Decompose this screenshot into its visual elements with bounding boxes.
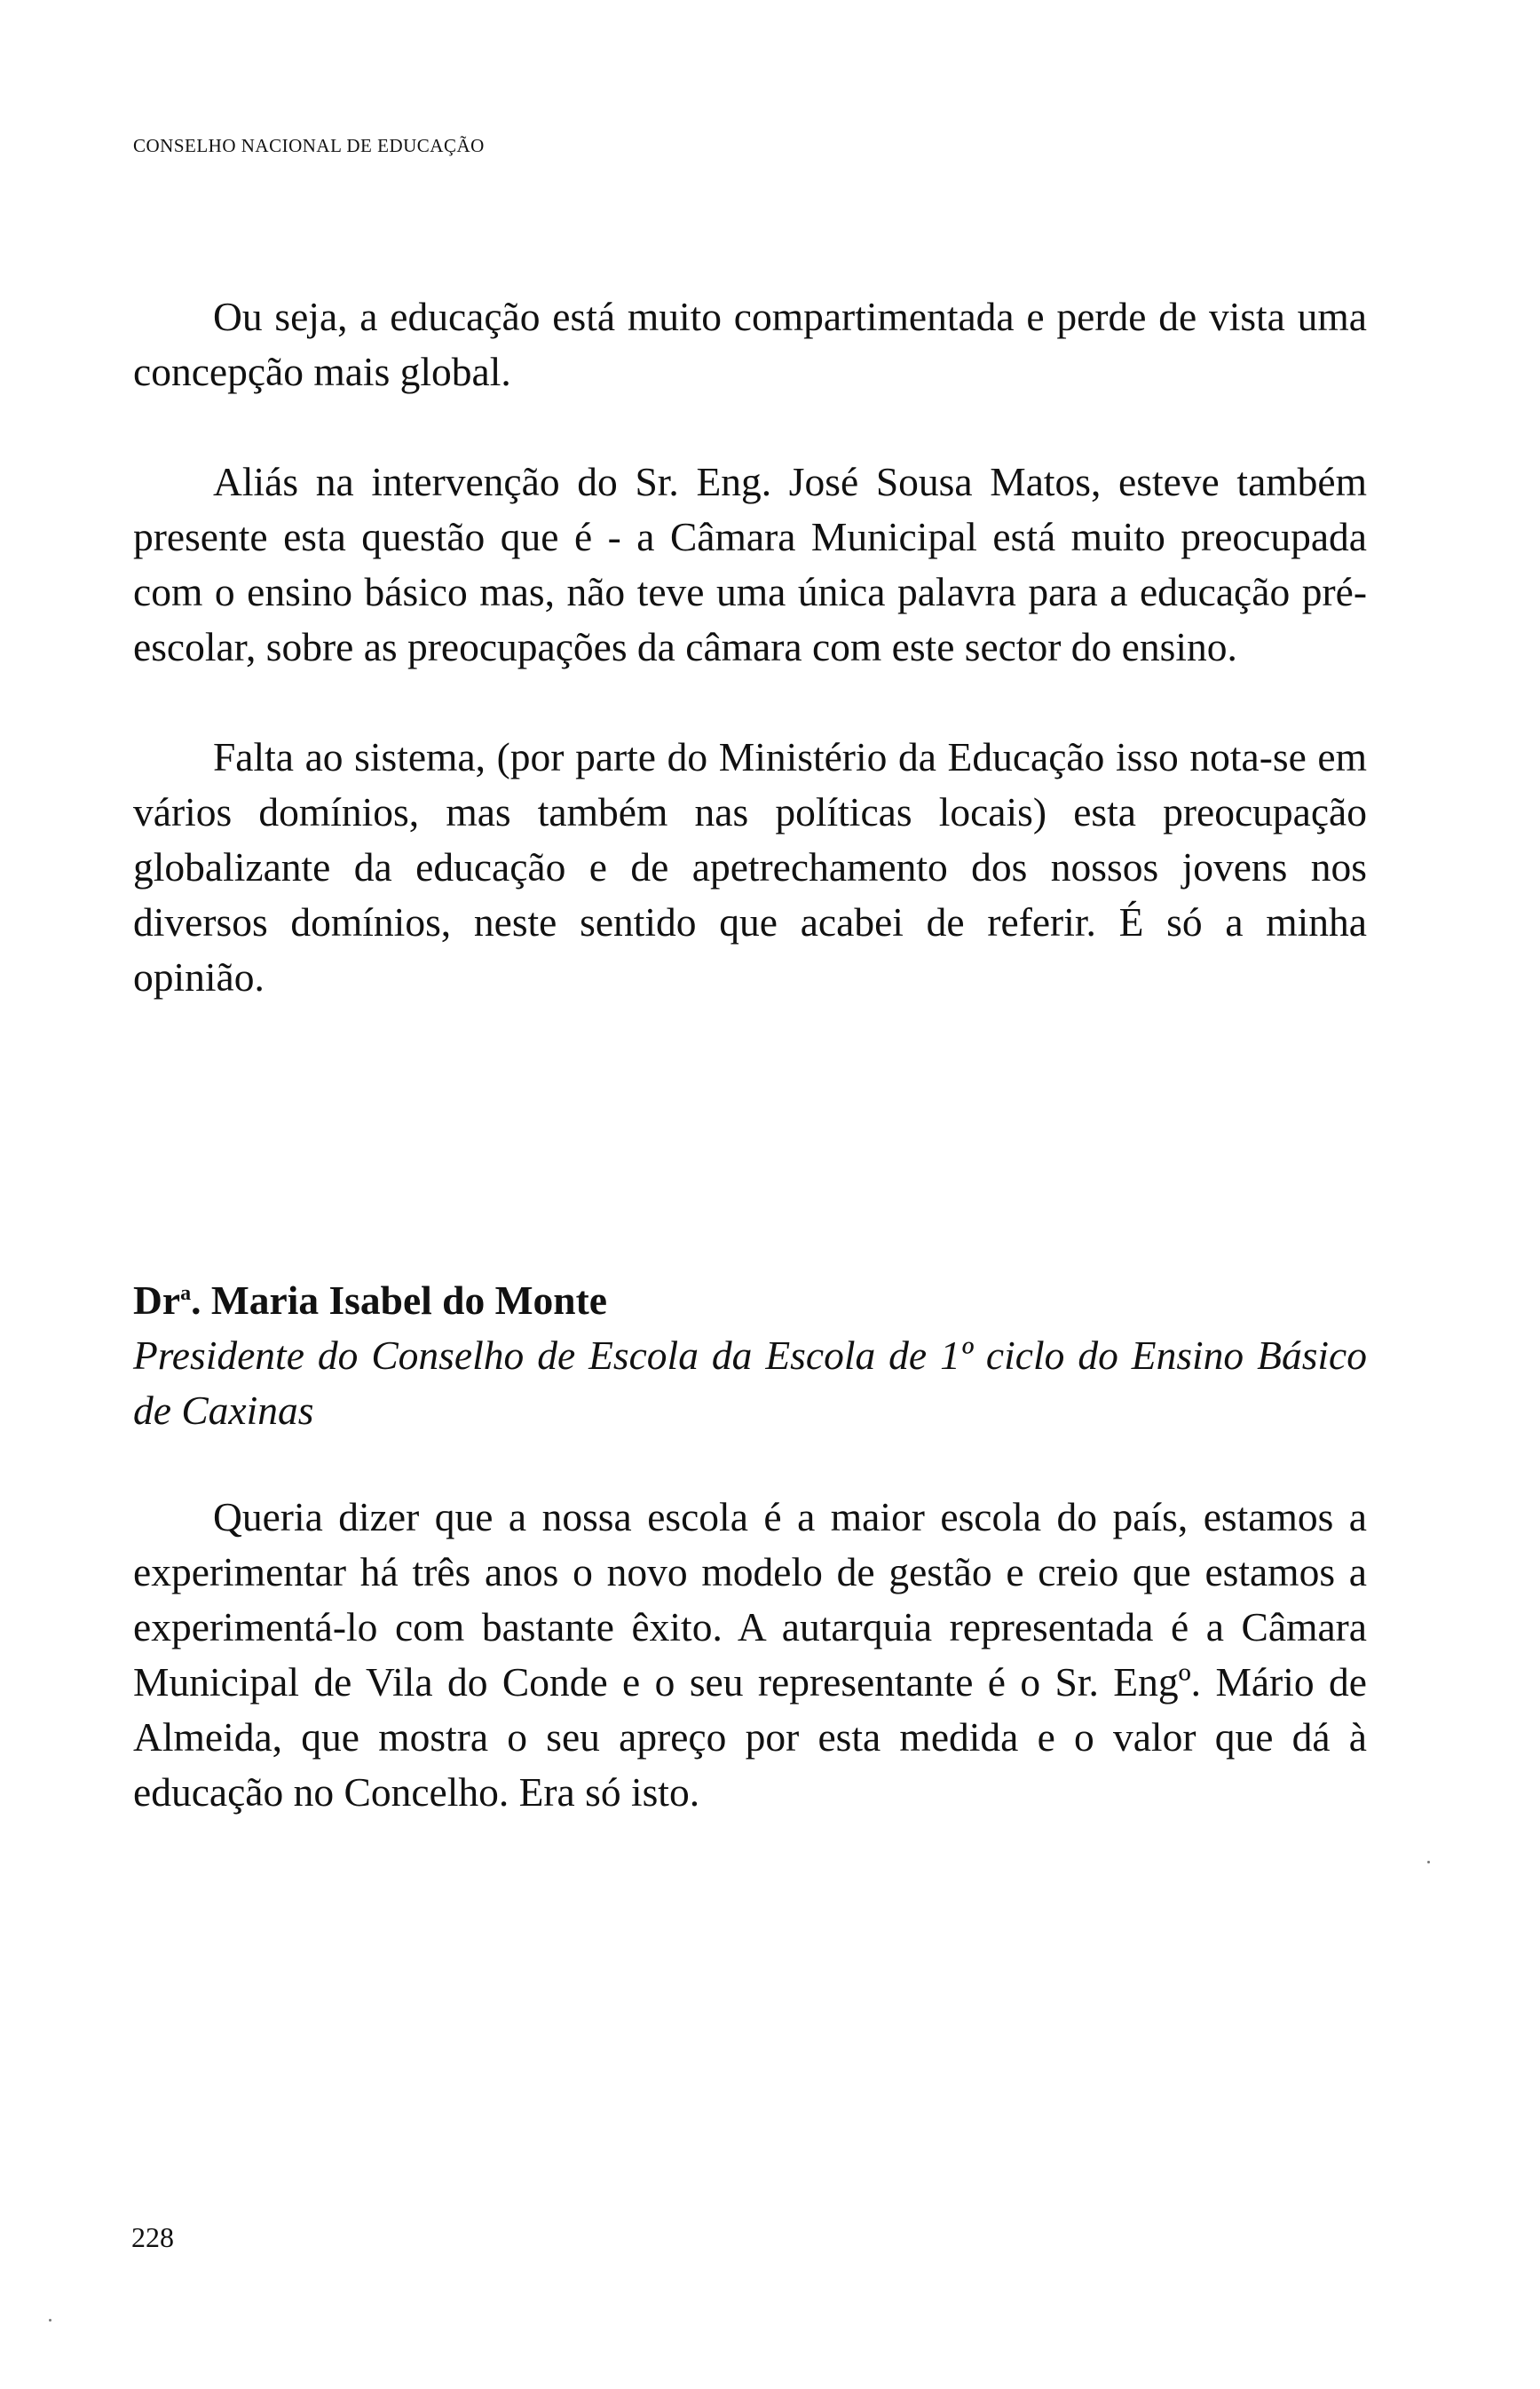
speaker-name-rest: . Maria Isabel do Monte xyxy=(191,1278,607,1323)
speaker-name xyxy=(133,1273,1367,1328)
scan-speck xyxy=(1427,1861,1430,1863)
speaker-statement: Queria dizer que a nossa escola é a maior escola do país, estamos a experimentar há três anos o novo modelo de gestão e creio que estamos a experimentá-lo com bastante êxito. A autarquia representada é a Câmara Municipal de Vila do Conde e o seu representante é o Sr. Engº. Mário de Almeida, que mostra o seu apreço por esta medida e o valor que dá à educação no Concelho. Era só isto. xyxy=(133,1494,1367,1815)
page-number: 228 xyxy=(131,2221,174,2253)
speaker-role: Presidente do Conselho de Escola da Escola de 1º ciclo do Ensino Básico de Caxinas xyxy=(133,1333,1367,1433)
speaker-name-prefix: Dr xyxy=(133,1278,181,1323)
paragraph-3: Falta ao sistema, (por parte do Ministério da Educação isso nota-se em vários domínios, mas também nas políticas locais) esta preocupação globalizante da educação e de apetrechamento dos nossos jovens nos diversos domínios, neste sentido que acabei de referir. É só a minha opinião. xyxy=(133,734,1367,1000)
speaker-name-superscript: a xyxy=(180,1282,192,1305)
speaker-section xyxy=(133,1273,1367,1820)
body-text-upper xyxy=(133,289,1367,1005)
running-header: CONSELHO NACIONAL DE EDUCAÇÃO xyxy=(133,135,485,156)
paragraph-2: Aliás na intervenção do Sr. Eng. José Sousa Matos, esteve também presente esta questão que é - a Câmara Municipal está muito preocupada com o ensino básico mas, não teve uma única palavra para a educação pré-escolar, sobre as preocupações da câmara com este sector do ensino. xyxy=(133,459,1367,669)
scan-speck xyxy=(49,2319,51,2322)
paragraph-1: Ou seja, a educação está muito compartimentada e perde de vista uma concepção mais global. xyxy=(133,294,1367,394)
